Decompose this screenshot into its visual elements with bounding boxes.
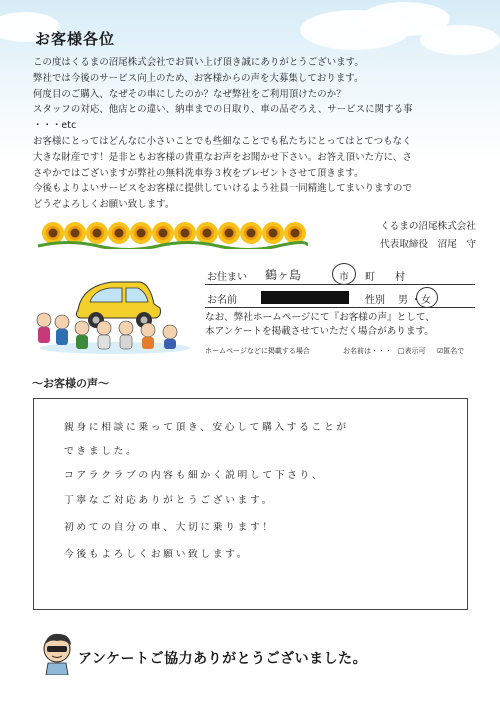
- gender-selected-circle: [416, 287, 438, 308]
- intro-line: この度はくるまの沼尾株式会社でお買い上げ頂き誠にありがとうございます。: [33, 57, 364, 68]
- customer-voice-box: [33, 398, 468, 610]
- sunflower-icon: [42, 222, 64, 244]
- handwritten-line: 親身に相談に乗って頂き、安心して購入することが: [64, 422, 349, 433]
- gender-separator: ・: [411, 295, 421, 306]
- publication-note: [205, 311, 485, 339]
- page-title: お客様各位: [35, 30, 116, 48]
- intro-line: 今後もよりよいサービスをお客様に提供していけるよう社員一同精進してまいりますので: [33, 183, 413, 195]
- village-option: 村: [395, 272, 405, 283]
- handwritten-line: 丁寧なご対応ありがとうございます。: [64, 495, 274, 506]
- city-selected-circle: [332, 263, 356, 285]
- intro-line: 大きな財産です！是非ともお客様の貴重なお声をお聞かせ下さい。お答え頂いた方に、さ: [33, 151, 413, 163]
- intro-line: 何度目のご購入、なぜその車にしたのか？なぜ弊社をご利用頂けたのか？: [33, 88, 346, 100]
- city-option: 市: [339, 272, 349, 283]
- display-option: □表示可: [398, 347, 426, 355]
- intro-text: [33, 55, 473, 213]
- town-option: 町: [365, 272, 375, 283]
- address-label: お住まい: [207, 272, 247, 283]
- handwritten-line: 今後もよろしくお願い致します。: [64, 549, 250, 560]
- gender-male-option: 男: [398, 295, 408, 306]
- handwritten-line: 初めての自分の車、大切に乗ります！: [64, 522, 275, 533]
- intro-line: スタッフの対応、他店との違い、納車までの日取り、車の品ぞろえ、サービスに関する事: [33, 104, 413, 116]
- thanks-message: アンケートご協力ありがとうございました。: [78, 651, 368, 667]
- handwritten-line: コアラクラブの内容も細かく説明して下さり、: [64, 470, 325, 481]
- handwritten-line: できました。: [64, 446, 139, 457]
- address-value: 鶴ヶ島: [265, 268, 302, 282]
- intro-line: さやかではございますが弊社の無料洗車券３枚をプレゼントさせて頂きます。: [33, 167, 364, 179]
- car-and-staff-illustration: [30, 258, 200, 358]
- intro-line: お客様にとってはどんなに小さいことでも些細なことでも私たちにとってはとてつもなく: [33, 135, 412, 147]
- gender-label: 性別: [365, 295, 385, 306]
- name-option-text: お名前は・・・: [343, 347, 392, 355]
- redacted-name: [261, 291, 349, 304]
- note-line: 本アンケートを掲載させていただく場合があります。: [205, 326, 434, 337]
- anonymous-option: ☑匿名で: [437, 347, 465, 355]
- intro-line: 弊社では今後のサービス向上のため、お客様からの声を大募集しております。: [33, 72, 364, 84]
- representative-name: 代表取締役 沼尾 守: [380, 239, 476, 250]
- voice-title: ～お客様の声～: [32, 377, 109, 390]
- intro-line: どうぞよろしくお願い致します。: [33, 199, 175, 211]
- gender-female-option: 女: [421, 295, 431, 306]
- address-row: [205, 264, 475, 285]
- intro-line: ・・・etc: [33, 120, 77, 132]
- company-name: くるまの沼尾株式会社: [380, 221, 476, 232]
- note-line: なお、弊社ホームページにて『お客様の声』として、: [205, 312, 435, 323]
- name-label: お名前: [207, 295, 237, 306]
- homepage-option-text: ホームページなどに掲載する場合: [205, 347, 310, 355]
- name-row: [205, 287, 475, 308]
- sunflower-border: [38, 219, 308, 249]
- mascot-icon: [38, 631, 76, 675]
